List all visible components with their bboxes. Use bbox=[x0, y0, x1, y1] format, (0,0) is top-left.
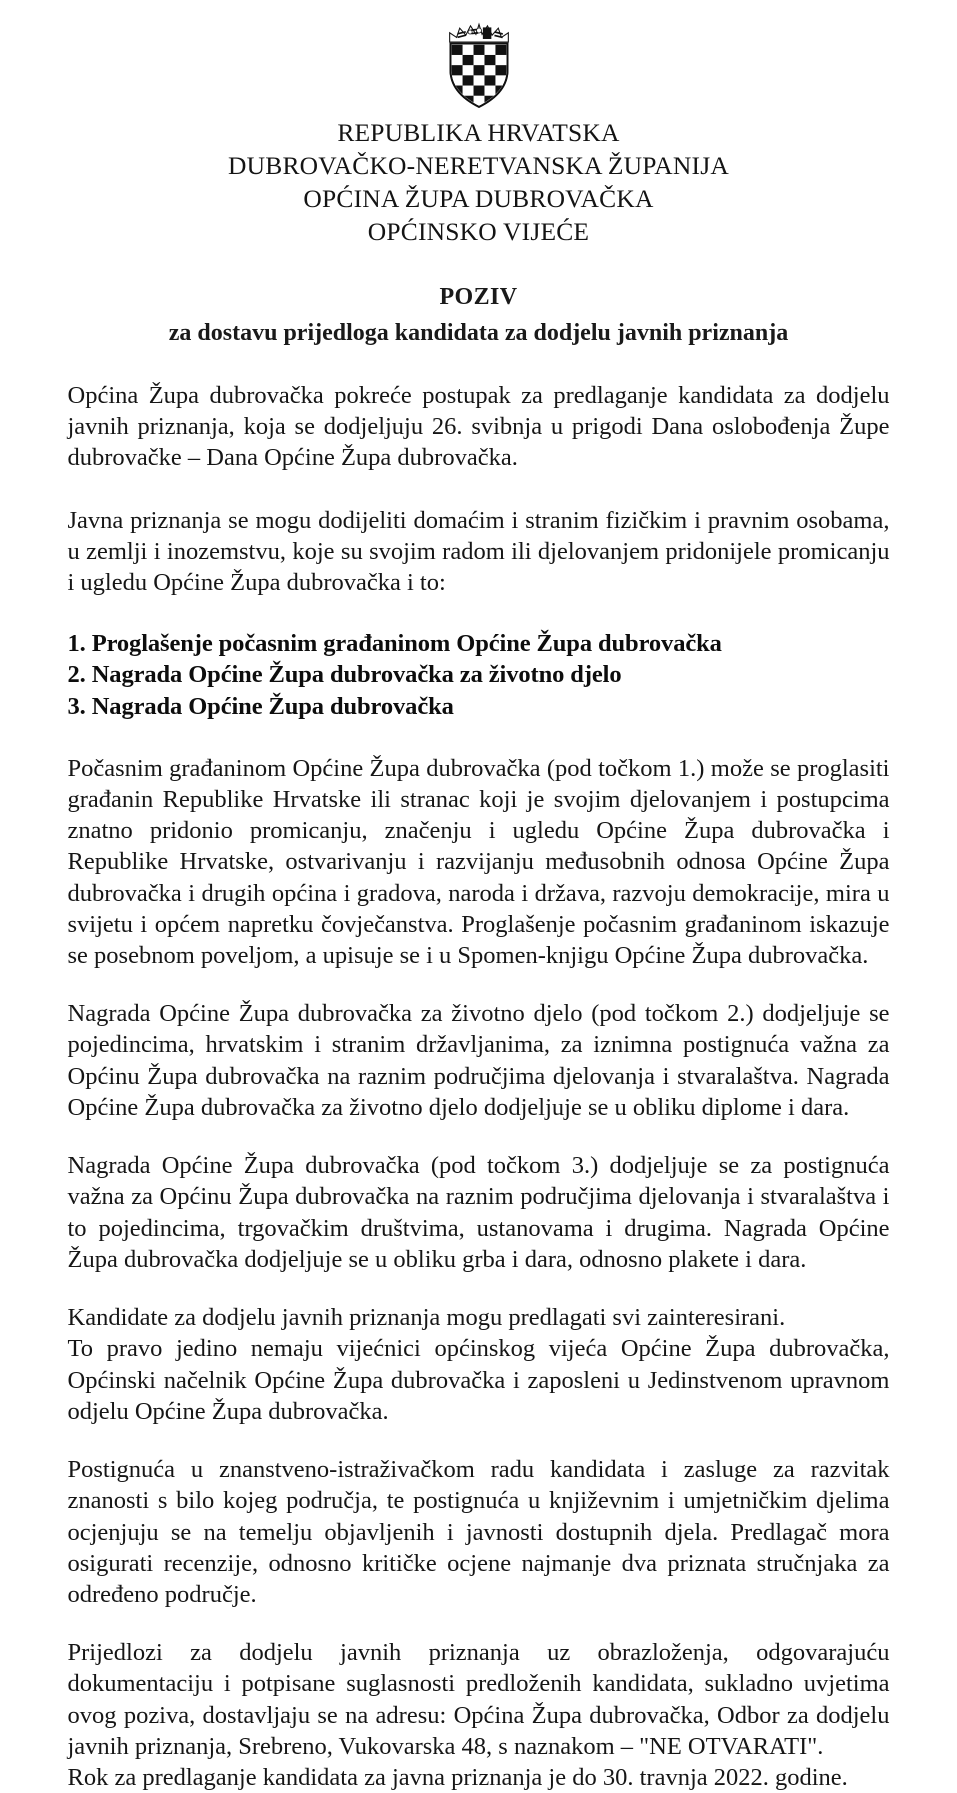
paragraph-eligibility: Javna priznanja se mogu dodijeliti domaćim i stranim fizičkim i pravnim osobama, u zemlji i inozemstvu, koje su svojim radom ili djelovanjem pridonijele promicanju i ugledu Općine Župa dubrovačka i to: bbox=[67, 506, 890, 597]
letterhead-line-1: REPUBLIKA HRVATSKA bbox=[337, 118, 620, 147]
awards-list bbox=[68, 628, 890, 721]
document-body bbox=[68, 380, 890, 1793]
page-subtitle: za dostavu prijedloga kandidata za dodjelu javnih priznanja bbox=[168, 319, 789, 346]
paragraph-lifetime-award: Nagrada Općine Župa dubrovačka za životno djelo (pod točkom 2.) dodjeljuje se pojedincima, hrvatskim i stranim državljanima, za iznimna postignuća važna za Općinu Župa dubrovačka na raznim područjima djelovanja i stvaralaštva. Nagrada Općine Župa dubrovačka za životno djelo dodjeljuje se u obliku diplome i dara. bbox=[67, 1000, 890, 1121]
croatian-coat-of-arms-icon bbox=[440, 22, 518, 110]
paragraph-deadline: Rok za predlaganje kandidata za javna priznanja je do 30. travnja 2022. godine. bbox=[67, 1764, 848, 1792]
award-item-1: 1. Proglašenje počasnim građaninom Općine Župa dubrovačka bbox=[67, 630, 722, 658]
paragraph-honorary-citizen: Počasnim građaninom Općine Župa dubrovačka (pod točkom 1.) može se proglasiti građanin Republike Hrvatske ili stranac koji je svojim djelovanjem i postupcima znatno pridonio promicanju, značenju i ugledu Općine Župa dubrovačka i Republike Hrvatske, ostvarivanju i razvijanju međusobnih odnosa Općine Župa dubrovačka i drugih općina i gradova, naroda i država, razvoju demokracije, mira u svijetu i općem napretku čovječanstva. Proglašenje počasnim građaninom iskazuje se posebnom poveljom, a upisuje se i u Spomen-knjigu Općine Župa dubrovačka. bbox=[67, 754, 890, 970]
paragraph-evaluation: Postignuća u znanstveno-istraživačkom radu kandidata i zasluge za razvitak znanosti s bilo kojeg područja, te postignuća u književnim i umjetničkim djelima ocjenjuju se na temelju objavljenih i javnosti dostupnih djela. Predlagač mora osigurati recenzije, odnosno kritičke ocjene najmanje dva priznata stručnjaka za određeno područje. bbox=[67, 1456, 890, 1608]
paragraph-municipal-award: Nagrada Općine Župa dubrovačka (pod točkom 3.) dodjeljuje se za postignuća važna za Općinu Župa dubrovačka na raznim područjima djelovanja i stvaralaštva i to pojedincima, trgovačkim društvima, ustanovama i drugima. Nagrada Općine Župa dubrovačka dodjeljuje se u obliku grba i dara, odnosno plakete i dara. bbox=[67, 1152, 890, 1273]
emblem-container bbox=[0, 0, 957, 110]
award-item-2: 2. Nagrada Općine Župa dubrovačka za životno djelo bbox=[67, 661, 622, 689]
document-title-block bbox=[0, 281, 957, 349]
letterhead-line-4: OPĆINSKO VIJEĆE bbox=[367, 217, 590, 247]
paragraph-who-may-propose: To pravo jedino nemaju vijećnici općinskog vijeća Općine Župa dubrovačka, Općinski načelnik Općine Župa dubrovačka i zaposleni u Jedinstvenom upravnom odjelu Općine Župa dubrovačka. bbox=[67, 1335, 890, 1425]
letterhead-line-3: OPĆINA ŽUPA DUBROVAČKA bbox=[303, 184, 654, 214]
paragraph-submission: Prijedlozi za dodjelu javnih priznanja uz obrazloženja, odgovarajuću dokumentaciju i potpisane suglasnosti predloženih kandidata, sukladno uvjetima ovog poziva, dostavljaju se na adresu: Općina Župa dubrovačka, Odbor za dodjelu javnih priznanja, Srebreno, Vukovarska 48, s naznakom – "NE OTVARATI". bbox=[67, 1639, 890, 1760]
letterhead bbox=[0, 116, 957, 249]
award-item-3: 3. Nagrada Općine Župa dubrovačka bbox=[67, 692, 454, 720]
letterhead-line-2: DUBROVAČKO-NERETVANSKA ŽUPANIJA bbox=[228, 151, 729, 181]
paragraph-who-may-propose-lead: Kandidate za dodjelu javnih priznanja mogu predlagati svi zainteresirani. bbox=[67, 1304, 786, 1332]
page-title: POZIV bbox=[439, 283, 518, 310]
paragraph-intro: Općina Župa dubrovačka pokreće postupak za predlaganje kandidata za dodjelu javnih priznanja, koja se dodjeljuju 26. svibnja u prigodi Dana oslobođenja Župe dubrovačke – Dana Općine Župa dubrovačka. bbox=[67, 381, 890, 472]
